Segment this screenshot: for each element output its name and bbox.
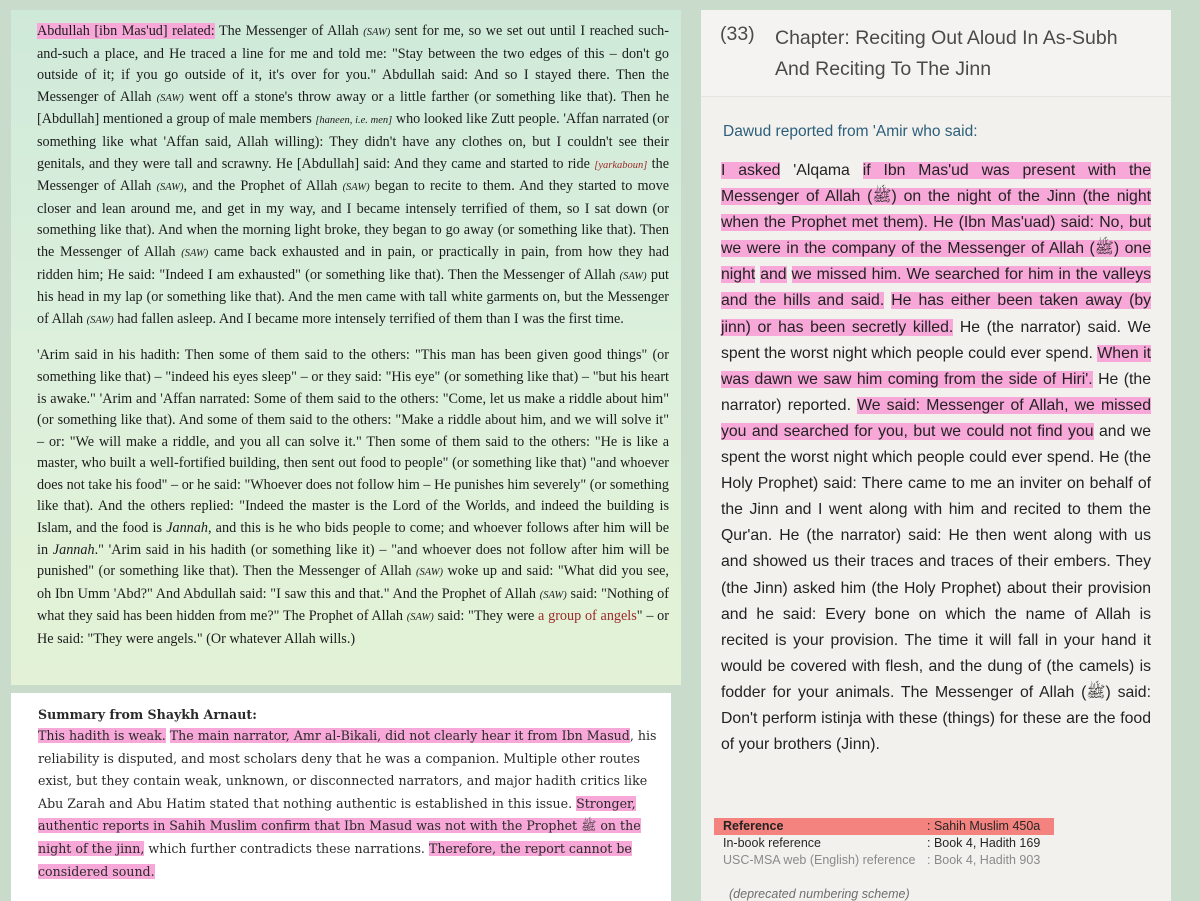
in-book-reference-row [714, 835, 1054, 852]
hadith-text: I asked 'Alqama if Ibn Mas'ud was present with the Messenger of Allah (ﷺ) on the night of the Jinn (the night when the Prophet met them). He (Ibn Mas'uad) said: No, but we were in the company of the Messenger of Allah (ﷺ) one night and we missed him. We searched for him in the valleys and the hills and said. He has either been taken away (by jinn) or has been secretly killed. He (the narrator) said. We spent the worst night which people could ever spend. When it was dawn we saw him coming from the side of Hiri'. He (the narrator) reported. We said: Messenger of Allah, we missed you and searched for you, but we could not find you and we spent the worst night which people could ever spend. He (the Holy Prophet) said: There came to me an inviter on behalf of the Jinn and I went along with him and recited to them the Qur'an. He (the narrator) said: He then went along with us and showed us their traces and traces of their embers. They (the Jinn) asked him (the Holy Prophet) about their provision and he said: Every bone on which the name of Allah is recited is your provision. The time it will fall in your hand it would be covered with flesh, and the dung of (the camels) is fodder for your animals. The Messenger of Allah (ﷺ) said: Don't perform istinja with these (things) for these are the food of your brothers (Jinn). [721, 162, 1152, 754]
chapter-number: (33) [720, 23, 755, 45]
narrator-line: Dawud reported from 'Amir who said: [723, 123, 978, 140]
narration-intro: Abdullah [ibn Mas'ud] related: [37, 23, 215, 39]
reference-label: Reference [723, 819, 784, 833]
summary-title: Summary from Shaykh Arnaut: [38, 707, 257, 722]
summary-panel [11, 693, 671, 901]
reference-row [714, 818, 1054, 835]
chapter-title: Chapter: Reciting Out Aloud In As-Subh And Reciting To The Jinn [775, 27, 1118, 80]
usc-msa-reference-value: : Book 4, Hadith 903 [927, 853, 1041, 867]
deprecated-note: (deprecated numbering scheme) [729, 887, 910, 901]
paragraph-2: 'Arim said in his hadith: Then some of them said to the others: "This man has been given good things" (or something like that) – "indeed his eyes sleep" – or they said: "His eye" (or something like that) – "but his heart is awake." 'Arim and 'Affan narrated: Some of them said to the others: "Come, let us make a riddle about him" (or something like that). And some of them said to the others: "Make a riddle about him, and we will solve it" – or: "We will make a riddle, and you all can solve it." Then some of them said to the others: "He is like a master, who built a well-fortified building, then sent out food to people" (or something like that) "and whoever does not take his food" – or he said: "Whoever does not follow him – He punishes him severely" (or something like that). And the others replied: "Indeed the master is the Lord of the Worlds, and indeed the building is Islam, and the food is Jannah, and this is he who bids people to come; and whoever follows after him will be in Jannah." 'Arim said in his hadith (or something like it) – "and whoever does not follow after him will be punished" (or something like that). Then the Messenger of Allah (SAW) woke up and said: "What did you see, oh Ibn Umm 'Abd?" And Abdullah said: "I saw this and that." And the Prophet of Allah (SAW) said: "Nothing of what they said has been hidden from me?" The Prophet of Allah (SAW) said: "They were a group of angels" – or He said: "They were angels." (Or whatever Allah wills.) [37, 347, 669, 648]
hadith-translation-panel [11, 10, 681, 685]
in-book-reference-value: : Book 4, Hadith 169 [927, 836, 1041, 850]
chapter-header [701, 10, 1171, 97]
reference-value[interactable]: : Sahih Muslim 450a [927, 819, 1041, 833]
sunnah-hadith-panel [701, 10, 1171, 901]
in-book-reference-label: In-book reference [723, 836, 821, 850]
reference-block [714, 818, 1054, 901]
angels-text: a group of angels [538, 608, 637, 625]
paragraph-1: Abdullah [ibn Mas'ud] related: The Messenger of Allah (SAW) sent for me, so we set out until I reached such-and-such a place, and He traced a line for me and told me: "Stay between the two edges of this – don't go outside of it; if you go outside of it, it's over for you." Abdullah said: And so I stayed there. Then the Messenger of Allah (SAW) went off a stone's throw away or a little farther (or something like that). Then he [Abdullah] mentioned a group of male members [haneen, i.e. men] who looked like Zutt people. 'Affan narrated (or something like what 'Affan said, Allah willing): They didn't have any clothes on, but I couldn't see their genitals, and they were tall and scrawny. He [Abdullah] said: And they came and started to ride [yarkaboun] the Messenger of Allah (SAW), and the Prophet of Allah (SAW) began to recite to them. And they started to move closer and lean around me, and get in my way, and I became intensely terrified of them, so I sat down (or something like that). And when the morning light broke, they began to go away (or something like that). Then the Messenger of Allah (SAW) came back exhausted and in pain, or practically in pain, from how they had ridden him; He said: "Indeed I am exhausted" (or something like that). Then the Messenger of Allah (SAW) put his head in my lap (or something like that). And the men came with tall white garments on, but the Messenger of Allah (SAW) had fallen asleep. And I became more intensely terrified of them than I was the first time. [37, 23, 670, 327]
usc-msa-reference-label: USC-MSA web (English) reference [723, 853, 916, 867]
summary-text: This hadith is weak. The main narrator, Amr al-Bikali, did not clearly hear it from Ibn Masud, his reliability is disputed, and most scholars deny that he was a companion. Multiple other routes exist, but they contain weak, unknown, or disconnected narrators, and major hadith critics like Abu Zarah and Abu Hatim stated that nothing authentic is established in this issue. Stronger, authentic reports in Sahih Muslim confirm that Ibn Masud was not with the Prophet ﷺ on the night of the jinn, which further contradicts these narrations. Therefore, the report cannot be considered sound. [38, 728, 657, 879]
usc-msa-reference-row [714, 852, 1054, 869]
